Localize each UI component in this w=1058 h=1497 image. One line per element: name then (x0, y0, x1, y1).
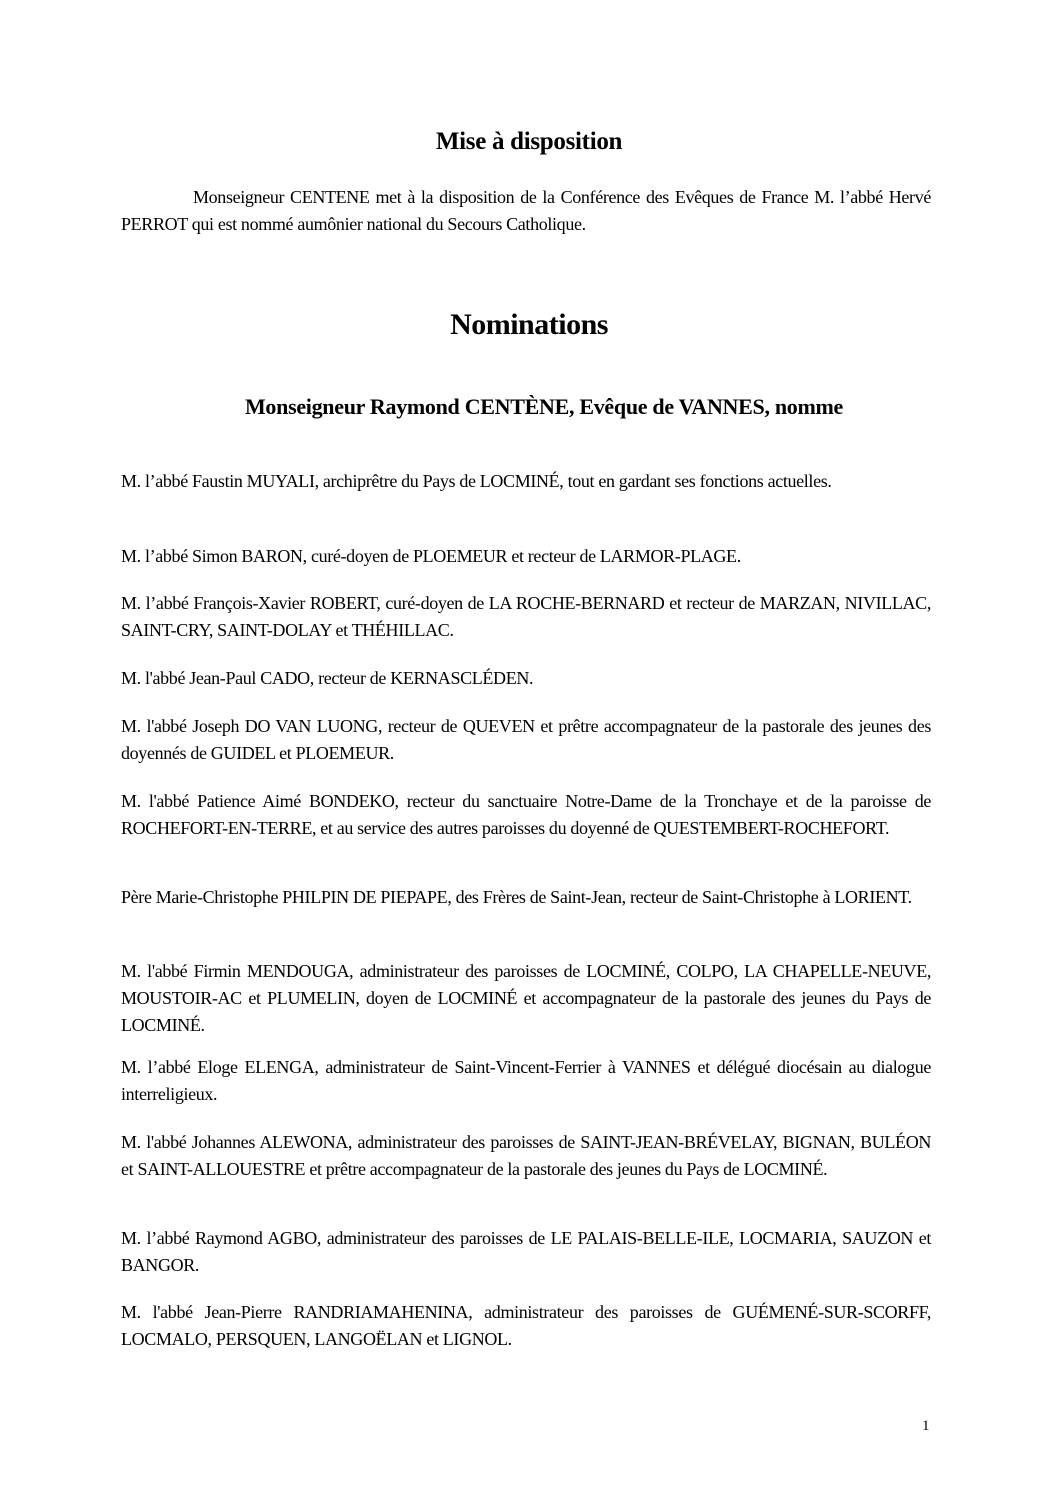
nomination-item: M. l'abbé Patience Aimé BONDEKO, recteur du sanctuaire Notre-Dame de la Tronchaye et de la paroisse de ROCHEFORT-EN-TERRE, et au service des autres paroisses du doyenné de QUESTEMBERT-ROCHEFORT. (121, 791, 931, 838)
page-number: 1 (922, 1418, 930, 1434)
mise-a-disposition-paragraph: Monseigneur CENTENE met à la disposition de la Conférence des Evêques de France M. l’abbé Hervé PERROT qui est nommé aumônier national du Secours Catholique. (121, 187, 931, 234)
section-title-nominations: Nominations (450, 308, 608, 341)
nomination-item: M. l’abbé Faustin MUYALI, archiprêtre du Pays de LOCMINÉ, tout en gardant ses fonctions actuelles. (121, 471, 832, 491)
nomination-item: M. l'abbé Joseph DO VAN LUONG, recteur de QUEVEN et prêtre accompagnateur de la pastorale des jeunes des doyennés de GUIDEL et PLOEMEUR. (121, 716, 931, 763)
nomination-item: M. l'abbé Jean-Pierre RANDRIAMAHENINA, administrateur des paroisses de GUÉMENÉ-SUR-SCORFF, LOCMALO, PERSQUEN, LANGOËLAN et LIGNOL. (121, 1302, 931, 1349)
nomination-item: M. l'abbé Firmin MENDOUGA, administrateur des paroisses de LOCMINÉ, COLPO, LA CHAPELLE-NEUVE, MOUSTOIR-AC et PLUMELIN, doyen de LOCMINÉ et accompagnateur de la pastorale des jeunes du Pays de LOCMINÉ. (121, 961, 931, 1035)
nomination-item: M. l'abbé Jean-Paul CADO, recteur de KERNASCLÉDEN. (121, 668, 534, 688)
nomination-item: M. l’abbé Eloge ELENGA, administrateur de Saint-Vincent-Ferrier à VANNES et délégué diocésain au dialogue interreligieux. (121, 1057, 931, 1104)
nomination-item: Père Marie-Christophe PHILPIN DE PIEPAPE, des Frères de Saint-Jean, recteur de Saint-Christophe à LORIENT. (121, 887, 912, 907)
nomination-item: M. l’abbé François-Xavier ROBERT, curé-doyen de LA ROCHE-BERNARD et recteur de MARZAN, NIVILLAC, SAINT-CRY, SAINT-DOLAY et THÉHILLAC. (121, 593, 931, 640)
nominations-subtitle: Monseigneur Raymond CENTÈNE, Evêque de VANNES, nomme (244, 394, 844, 419)
nomination-item: M. l'abbé Johannes ALEWONA, administrateur des paroisses de SAINT-JEAN-BRÉVELAY, BIGNAN, BULÉON et SAINT-ALLOUESTRE et prêtre accompagnateur de la pastorale des jeunes du Pays de LOCMINÉ. (121, 1132, 931, 1179)
section-title-mise-a-disposition: Mise à disposition (435, 128, 623, 155)
nomination-item: M. l’abbé Raymond AGBO, administrateur des paroisses de LE PALAIS-BELLE-ILE, LOCMARIA, SAUZON et BANGOR. (121, 1228, 931, 1275)
nomination-item: M. l’abbé Simon BARON, curé-doyen de PLOEMEUR et recteur de LARMOR-PLAGE. (121, 546, 741, 566)
